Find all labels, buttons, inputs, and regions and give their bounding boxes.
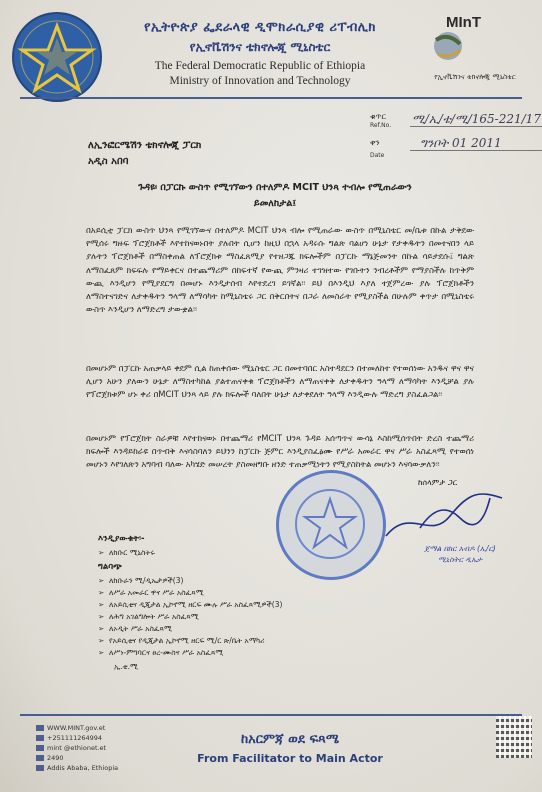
body-paragraph-1: በአይሲቲ ፓርክ ውስጥ ህንጻ የሚገኘውና በተለምዶ MCIT ህንጻ ብሎ የሚጠራው ውስጥ በሚኒስቴር መ/ቤቱ በኩል ታቅደው የሚሰሩ ግዙፍ ፕሮጀክቶች እየተከናወኑበት ያሉበት ሲሆን ከዚህ በኋላ አዳሩሱ ግልጽ ባልሆነ ሁኔታ የታቀዱትን በመተናበን ላይ ያሉትን ፕሮጀክቶች በማስቀጠል ለፕሮጀክቱ ማስፈጸሚያ የተዘጋጁ ክፍሎችም በፓርኩ ማኔጅመንት በኩል ሳይታደሱ፤ ግልጽ ለማስፈጸም ክፍፍሉ የማይቀርና በተጨማሪም በከፍተኛ የውጪ ምንዛሪ ተገዝተው የገቡትን ንብረቶችም የማያስችሉ ከጥቅም ውጪ እንዲሆን የሚያደርግ በመሆኑ እንዲታሰብ እየተደረገ ይገኛል፡፡ ይህ በእንዲህ እያለ ተጀምረው ያሉ ፕሮጀክቶችን ለማስተናገድና ለታቀዱትን ዓላማ ለማሳካት ከሚኒስቴሩ ጋር በቅርበትና በጋራ ለመስራት የሚያስችል በሁሉም ቀጥታ በሚኒስቴሩ ውስጥ እንዲሆን ለማድረግ ታውቋል፡፡ (86, 225, 474, 315)
qr-code-icon (496, 716, 532, 758)
official-stamp-icon (276, 470, 386, 580)
ref-number (370, 112, 541, 129)
mint-logo (420, 10, 530, 100)
phone-icon (36, 735, 44, 741)
date-label-en: Date (370, 152, 385, 159)
ref-value: ሚ/ኢ/ቴ/ሚ/165-221/17 (412, 112, 541, 126)
email-icon (36, 745, 44, 751)
footer-pobox: 2490 (36, 754, 64, 762)
recipient-line2: አዲስ አበባ (88, 156, 129, 167)
notice-heading: እንዲያውቁት፡- (98, 534, 145, 544)
cc-item: ➢ ለሥነ-ምግባርና ፀረ-ሙስና ሥራ አስፈጻሚ (98, 648, 224, 657)
date-field (370, 136, 502, 159)
slogan-english: From Facilitator to Main Actor (197, 752, 383, 765)
mint-logo-text: MInT (446, 14, 481, 31)
header-english-line1: The Federal Democratic Republic of Ethiopia (154, 60, 366, 72)
mailbox-icon (36, 755, 44, 761)
footer-divider (20, 714, 522, 716)
mint-logo-subtitle: የኢኖቬሽንና ቴክኖሎጂ ሚኒስቴር (434, 73, 516, 81)
stamp-inner-ring (295, 489, 365, 559)
header-amharic-line1: የኢትዮጵያ ፌደራላዊ ዲሞክራሲያዊ ሪፐብሊክ (144, 20, 376, 35)
cc-item: ➢ ለሥራ አመራር ዋና ሥራ አስፈጻሚ (98, 588, 204, 597)
recipient-line1: ለኢንፎርሜሽን ቴክኖሎጂ ፓርክ (88, 140, 202, 151)
date-underline (410, 150, 542, 151)
cc-item: ➢ ለአይሲቲና ዲጂታል ኢኮኖሚ ዘርፍ ሙሉ ሥራ አስፈጻሚዎች(3) (98, 600, 283, 609)
subject-line2: ይመለከታል፤ (253, 198, 297, 209)
ethiopia-emblem-icon (12, 12, 102, 102)
footer-phone: +251111264994 (36, 734, 102, 742)
body-paragraph-2: በመሆኑም በፓርኩ አጠቃላይ ቀደም ሲል ከጠቀሰው ሚኒስቴር ጋር በመተባበር አስተዳደርን በተመለከተ የተወሰነው አንዱና ዋና ዋና ሊሆን አሁን ያለውን ሁኔታ ለማስተካከል ያልተጠናቀቁ ፕሮጀክቶችን ለማጠናቀቅ ለታቀዱትን ዓላማ ለማሳካት እንዲቻል ያሉ የፕሮጀክቱም ሆኑ ቀሪ በMCIT ህንጻ ላይ ያሉ ክፍሎች ባለበት ሁኔታ ለታቀደለት ዓላማ እንዲውሉ ማድረግ ያስፈልጋል፡፡ (86, 363, 474, 400)
date-label-am: ቀን (370, 138, 380, 147)
cc-item: ➢ ለሕግ አገልግሎት ሥራ አስፈጻሚ (98, 612, 199, 621)
cc-heading: ግልባጭ (98, 562, 122, 572)
header-divider (20, 97, 522, 99)
header-english-line2: Ministry of Innovation and Technology (169, 75, 351, 87)
footer-city: Addis Ababa, Ethiopia (36, 764, 118, 772)
notice-recipient-text: ለክቡር ሚኒስትሩ (109, 548, 155, 557)
cc-item: ➢ ለኦዲት ሥራ አስፈጻሚ (98, 624, 173, 633)
footer-email: mint @ethionet.et (36, 744, 106, 752)
ref-label-am: ቁጥር (370, 112, 386, 121)
date-value: ግንቦት 01 2011 (420, 136, 502, 150)
ref-label-en: Ref.No. (370, 122, 392, 129)
cc-tail: ኢ.ቲ.ሚ (114, 662, 139, 671)
cc-item: ➢ የአይሲቲና የዲጂታል ኢኮኖሚ ዘርፍ ሚ/ር ጽ/ቤት አማካሪ (98, 636, 265, 645)
slogan-amharic: ከአርምጃ ወደ ፍጻሜ (240, 732, 340, 747)
body-paragraph-3: በመሆኑም የፕሮጀክት ስራዎቹ እየተከናወኑ በተጨማሪ የMCIT ህንጻ ጉዳይ አሰጣጥና ውሳኔ እስከሚሰጥበት ድረስ ተጨማሪ ክፍሎች እንዳይከራዩ በጥብቅ እናሳስባለን ይህንን ከፓርኩ ጅምር እንዲያስፈፅሙ የሥራ አመራር ዋና ሥራ አስፈጻሚ የተወሰነ መሆኑን እየገለጽን አግባብ ባለው አካሄድ መሠረት ያስመዘግቡ ዘንድ ተጠቃሚነትን የሚያስከትል መሆኑን እናሳውቃለን፡፡ (86, 433, 474, 470)
ref-underline (410, 126, 542, 127)
footer-web: WWW.MINT.gov.et (36, 724, 105, 732)
globe-icon (36, 725, 44, 731)
header-amharic-line2: የኢኖቬሽንና ቴክኖሎጂ ሚኒስቴር (189, 40, 331, 54)
signature-closing: ከሰላምታ ጋር (418, 478, 458, 487)
notice-recipient: ➢ ለክቡር ሚኒስትሩ (98, 548, 155, 557)
signer-name: ጀማል በከር አብዶ (ኢ/ር) (424, 544, 496, 553)
handwritten-signature-icon (380, 486, 510, 546)
cc-item: ➢ ለክቡራን ሚ/ዲኤታዎች(3) (98, 576, 184, 585)
signer-title: ሚኒስትር ዲኤታ (438, 555, 482, 564)
location-icon (36, 765, 44, 771)
subject-line1: ጉዳዩ፡ በፓርኩ ውስጥ የሚገኘውን በተለምዶ MCIT ህንጻ ተብሎ የሚጠራውን (138, 182, 412, 193)
